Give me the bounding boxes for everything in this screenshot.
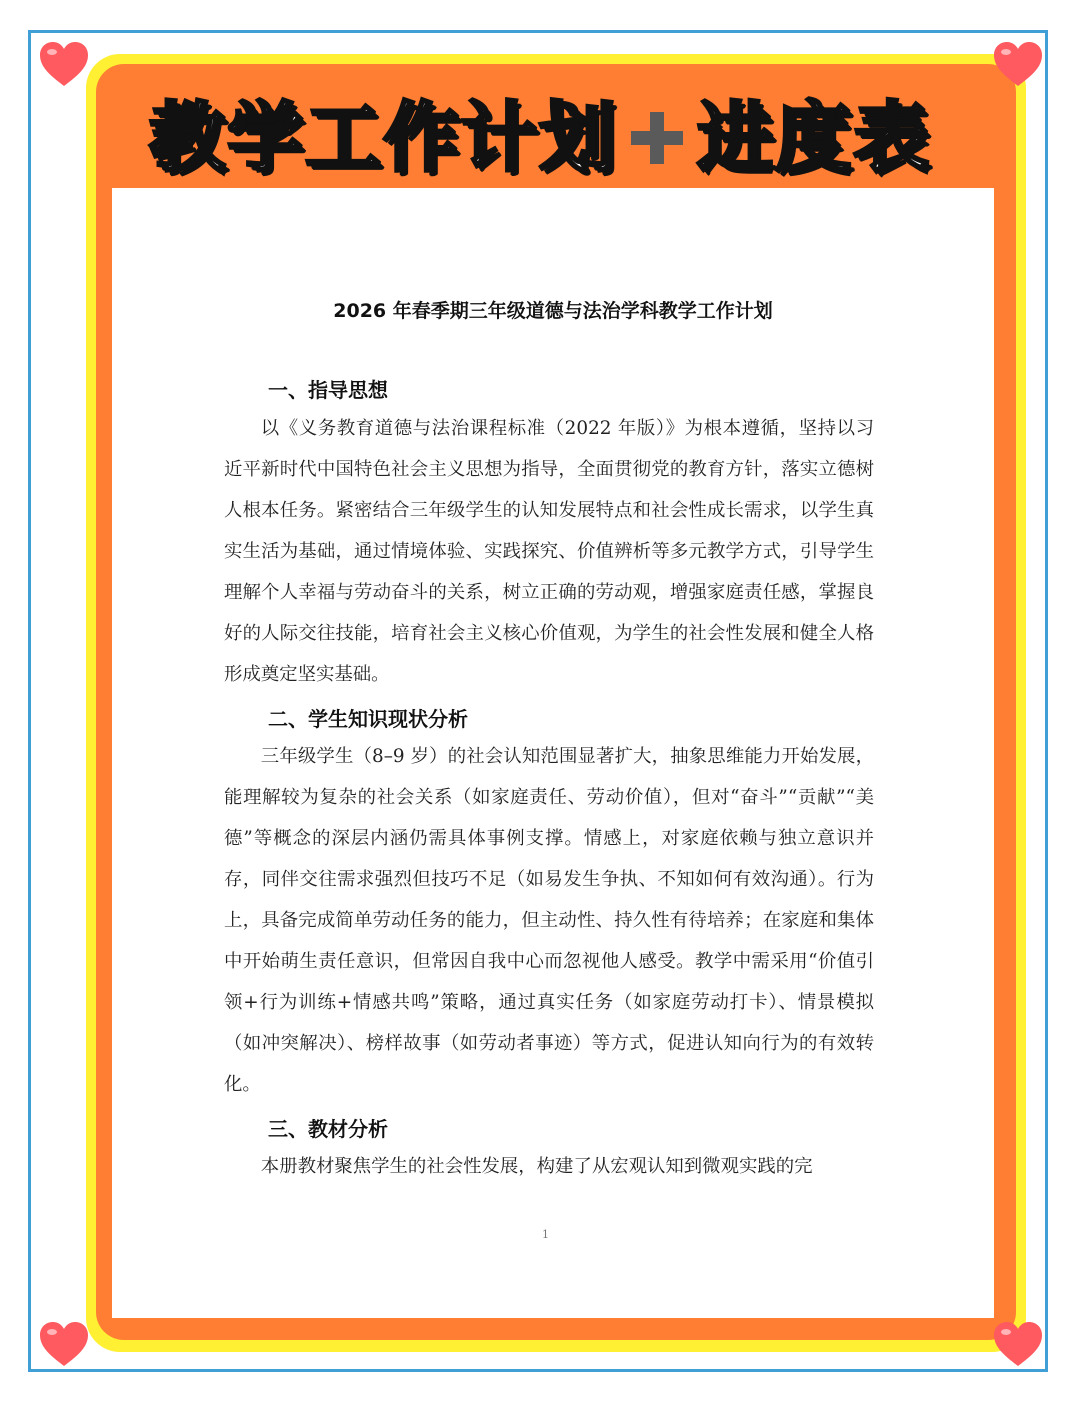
heart-icon bbox=[992, 1320, 1044, 1368]
heart-icon bbox=[992, 40, 1044, 88]
heart-icon bbox=[38, 40, 90, 88]
section-text-textbook-analysis: 本册教材聚焦学生的社会性发展，构建了从宏观认知到微观实践的完 bbox=[260, 1156, 813, 1177]
section-text-guiding-ideology: 以《义务教育道德与法治课程标准（2022 年版）》为根本遵循，坚持以习近平新时代中国特色社会主义思想为指导，全面贯彻党的教育方针，落实立德树人根本任务。紧密结合三年级学生的认知发展特点和社会性成长需求，以学生真实生活为基础，通过情境体验、实践探究、价值辨析等多元教学方式，引导学生理解个人幸福与劳动奋斗的关系，树立正确的劳动观，增强家庭责任感，掌握良好的人际交往技能，培育社会主义核心价值观，为学生的社会性发展和健全人格形成奠定坚实基础。 bbox=[224, 418, 874, 685]
plus-icon bbox=[631, 112, 683, 164]
heart-icon bbox=[38, 1320, 90, 1368]
section-heading-student-analysis: 二、学生知识现状分析 bbox=[268, 707, 468, 731]
page-number: 1 bbox=[542, 1228, 549, 1241]
banner-title-left: 教学工作计划 bbox=[149, 93, 617, 182]
section-text-student-analysis: 三年级学生（8–9 岁）的社会认知范围显著扩大，抽象思维能力开始发展，能理解较为复杂的社会关系（如家庭责任、劳动价值），但对“奋斗”“贡献”“美德”等概念的深层内涵仍需具体事例支撑。情感上，对家庭依赖与独立意识并存，同伴交往需求强烈但技巧不足（如易发生争执、不知如何有效沟通）。行为上，具备完成简单劳动任务的能力，但主动性、持久性有待培养；在家庭和集体中开始萌生责任意识，但常因自我中心而忽视他人感受。教学中需采用“价值引领+行为训练+情感共鸣”策略，通过真实任务（如家庭劳动打卡）、情景模拟（如冲突解决）、榜样故事（如劳动者事迹）等方式，促进认知向行为的有效转化。 bbox=[224, 746, 874, 1095]
section-heading-textbook-analysis: 三、教材分析 bbox=[268, 1117, 388, 1141]
banner-title bbox=[110, 88, 970, 188]
section-heading-guiding-ideology: 一、指导思想 bbox=[268, 378, 388, 402]
banner-title-right: 进度表 bbox=[697, 93, 931, 182]
document-title: 2026 年春季期三年级道德与法治学科教学工作计划 bbox=[333, 300, 773, 322]
